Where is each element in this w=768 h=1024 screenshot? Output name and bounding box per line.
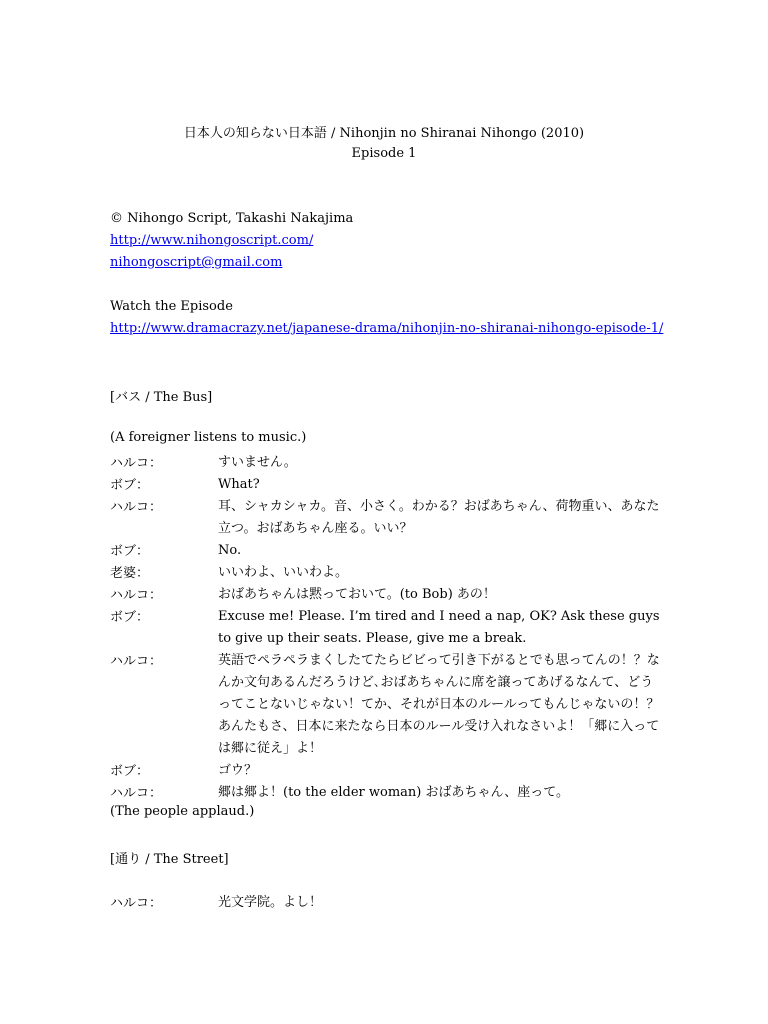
speaker-name: ハルコ：	[110, 456, 163, 471]
speaker-name: ハルコ：	[110, 786, 163, 801]
website-link[interactable]: http://www.nihongoscript.com/	[110, 233, 314, 248]
speech-text: Excuse me! Please. I’m tired and I need a nap, OK? Ask these guys to give up their seats. Please, give me a break.	[218, 609, 660, 646]
email-link[interactable]: nihongoscript@gmail.com	[110, 255, 283, 270]
speaker-name: 老婆：	[110, 566, 150, 581]
speech-text: いいわよ、いいわよ。	[218, 565, 349, 580]
speaker-name: ボブ：	[110, 610, 150, 625]
speaker-name: ハルコ：	[110, 896, 163, 911]
speech-text: No.	[218, 543, 242, 558]
copyright-line: © Nihongo Script, Takashi Nakajima	[110, 211, 354, 226]
speaker-name: ボブ：	[110, 544, 150, 559]
speaker-name: ボブ：	[110, 764, 150, 779]
episode-link[interactable]: http://www.dramacrazy.net/japanese-drama/nihonjin-no-shiranai-nihongo-episode-1/	[110, 321, 664, 336]
scene-heading-street: [通り / The Street]	[110, 852, 229, 867]
stage-direction: (The people applaud.)	[110, 804, 255, 819]
speech-text: What?	[218, 477, 260, 492]
episode-label: Episode 1	[351, 146, 417, 161]
speech-text: 耳、シャカシャカ。音、小さく。わかる？おばあちゃん、荷物重い、あなた立つ。おばあちゃん座る。いい？	[218, 499, 660, 536]
speech-text: 英語でペラペラまくしたてたらビビって引き下がるとでも思ってんの！？なんか文句あるんだろうけど､おばあちゃんに席を譲ってあげるなんて、どうってことないじゃない！てか、それが日本のルールってもんじゃないの！？あんたもさ、日本に来たなら日本のルール受け入れなさいよ！「郷に入っては郷に従え」よ！	[218, 653, 660, 756]
speech-text: おばあちゃんは黙っておいて。(to Bob) あの！	[218, 587, 496, 602]
speaker-name: ハルコ：	[110, 500, 163, 515]
speaker-name: ハルコ：	[110, 654, 163, 669]
speech-text: すいません。	[218, 455, 297, 470]
stage-direction: (A foreigner listens to music.)	[110, 430, 307, 445]
speaker-name: ボブ：	[110, 478, 150, 493]
watch-label: Watch the Episode	[110, 299, 233, 314]
speaker-name: ハルコ：	[110, 588, 163, 603]
speech-text: 光文学院。よし！	[218, 895, 323, 910]
speech-text: ゴウ？	[218, 763, 258, 778]
scene-heading-bus: [バス / The Bus]	[110, 390, 213, 405]
speech-text: 郷は郷よ！(to the elder woman) おばあちゃん、座って。	[218, 785, 570, 800]
document-title: 日本人の知らない日本語 / Nihonjin no Shiranai Nihongo (2010)	[183, 126, 585, 141]
